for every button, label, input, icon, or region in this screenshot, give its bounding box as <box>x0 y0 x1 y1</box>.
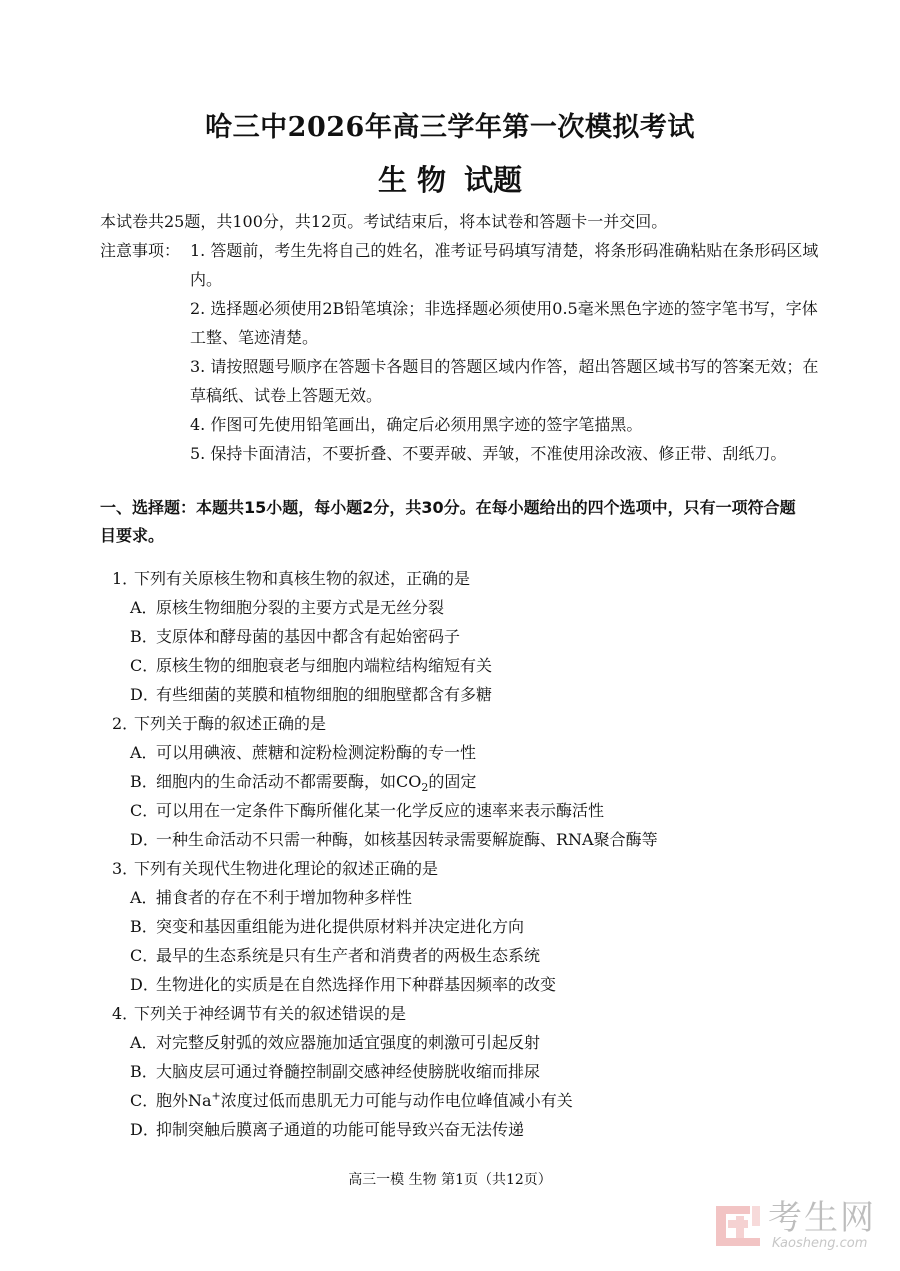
watermark-logo-icon <box>714 1202 762 1250</box>
option-key: D． <box>130 975 159 994</box>
option-b <box>100 1057 820 1086</box>
question-list <box>100 564 820 1144</box>
subject-label: 生物 <box>377 163 456 197</box>
option-d <box>100 1115 820 1144</box>
question-number: 1． <box>112 569 139 588</box>
superscript: + <box>211 1089 221 1103</box>
option-a <box>100 883 820 912</box>
question-text: 下列关于神经调节有关的叙述错误的是 <box>134 1004 407 1023</box>
option-key: A． <box>130 598 158 617</box>
option-key: C． <box>130 1091 159 1110</box>
notes-list <box>190 236 820 468</box>
question-number: 2． <box>112 714 139 733</box>
option-text-post: 浓度过低而患肌无力可能与动作电位峰值减小有关 <box>220 1091 573 1110</box>
question-stem <box>100 999 820 1028</box>
question-3 <box>100 854 820 999</box>
option-c <box>100 1086 820 1115</box>
option-c <box>100 941 820 970</box>
option-text: 对完整反射弧的效应器施加适宜强度的刺激可引起反射 <box>156 1033 541 1052</box>
option-a <box>100 593 820 622</box>
note-item: 4. 作图可先使用铅笔画出，确定后必须用黑字迹的签字笔描黑。 <box>190 415 643 434</box>
option-key: D． <box>130 1120 159 1139</box>
option-text: 捕食者的存在不利于增加物种多样性 <box>156 888 413 907</box>
option-text: 最早的生态系统是只有生产者和消费者的两极生态系统 <box>156 946 541 965</box>
option-text: 大脑皮层可通过脊髓控制副交感神经使膀胱收缩而排尿 <box>156 1062 541 1081</box>
question-2 <box>100 709 820 854</box>
option-d <box>100 970 820 999</box>
question-text: 下列关于酶的叙述正确的是 <box>134 714 327 733</box>
option-key: D． <box>130 830 159 849</box>
option-key: C． <box>130 946 159 965</box>
option-a <box>100 1028 820 1057</box>
note-item: 1. 答题前，考生先将自己的姓名，准考证号码填写清楚，将条形码准确粘贴在条形码区域内。 <box>190 241 819 289</box>
watermark-domain: Kaosheng.com <box>772 1236 868 1251</box>
option-text: 一种生命活动不只需一种酶，如核基因转录需要解旋酶、RNA聚合酶等 <box>156 830 658 849</box>
paper-type-label: 试题 <box>464 163 523 197</box>
option-text: 可以用在一定条件下酶所催化某一化学反应的速率来表示酶活性 <box>156 801 605 820</box>
notes-block <box>100 236 820 468</box>
watermark-text: 考生网 <box>768 1198 876 1238</box>
option-c <box>100 796 820 825</box>
section-heading: 一、选择题：本题共15小题，每小题2分，共30分。在每小题给出的四个选项中，只有一项符合题目要求。 <box>100 498 796 545</box>
option-text: 可以用碘液、蔗糖和淀粉检测淀粉酶的专一性 <box>156 743 477 762</box>
question-stem <box>100 564 820 593</box>
option-text-pre: 胞外Na <box>156 1091 212 1110</box>
option-key: B． <box>130 627 158 646</box>
option-text: 支原体和酵母菌的基因中都含有起始密码子 <box>156 627 461 646</box>
option-text-pre: 细胞内的生命活动不都需要酶，如CO <box>156 772 422 791</box>
paper-subtitle <box>0 158 900 202</box>
option-key: B． <box>130 1062 158 1081</box>
option-text: 原核生物的细胞衰老与细胞内端粒结构缩短有关 <box>156 656 493 675</box>
option-b <box>100 912 820 941</box>
option-text: 生物进化的实质是在自然选择作用下种群基因频率的改变 <box>156 975 557 994</box>
option-d <box>100 680 820 709</box>
watermark <box>714 1196 894 1256</box>
page-footer: 高三一模 生物 第1页（共12页） <box>348 1172 552 1188</box>
option-key: A． <box>130 743 158 762</box>
option-text-post: 的固定 <box>428 772 477 791</box>
note-item: 5. 保持卡面清洁，不要折叠、不要弄破、弄皱，不准使用涂改液、修正带、刮纸刀。 <box>190 444 787 463</box>
option-a <box>100 738 820 767</box>
note-item: 2. 选择题必须使用2B铅笔填涂；非选择题必须使用0.5毫米黑色字迹的签字笔书写，字体工整、笔迹清楚。 <box>190 299 818 347</box>
note-item: 3. 请按照题号顺序在答题卡各题目的答题区域内作答，超出答题区域书写的答案无效；在草稿纸、试卷上答题无效。 <box>190 357 819 405</box>
exam-title: 哈三中2026年高三学年第一次模拟考试 <box>205 112 695 143</box>
question-text: 下列有关现代生物进化理论的叙述正确的是 <box>134 859 439 878</box>
option-key: B． <box>130 917 158 936</box>
option-key: C． <box>130 656 159 675</box>
question-stem <box>100 709 820 738</box>
option-key: A． <box>130 1033 158 1052</box>
option-key: C． <box>130 801 159 820</box>
option-text: 抑制突触后膜离子通道的功能可能导致兴奋无法传递 <box>156 1120 525 1139</box>
option-d <box>100 825 820 854</box>
question-1 <box>100 564 820 709</box>
subscript: 2 <box>421 781 429 795</box>
option-key: A． <box>130 888 158 907</box>
question-4 <box>100 999 820 1144</box>
option-key: B． <box>130 772 158 791</box>
option-text: 突变和基因重组能为进化提供原材料并决定进化方向 <box>156 917 525 936</box>
question-number: 4． <box>112 1004 139 1023</box>
option-c <box>100 651 820 680</box>
question-text: 下列有关原核生物和真核生物的叙述，正确的是 <box>134 569 471 588</box>
option-b <box>100 622 820 651</box>
option-text: 原核生物细胞分裂的主要方式是无丝分裂 <box>156 598 445 617</box>
intro-text: 本试卷共25题，共100分，共12页。考试结束后，将本试卷和答题卡一并交回。 <box>100 212 668 231</box>
option-key: D． <box>130 685 159 704</box>
option-text: 有些细菌的荚膜和植物细胞的细胞壁都含有多糖 <box>156 685 493 704</box>
notes-lead: 注意事项： <box>100 241 181 260</box>
option-b <box>100 767 820 796</box>
question-number: 3． <box>112 859 139 878</box>
question-stem <box>100 854 820 883</box>
